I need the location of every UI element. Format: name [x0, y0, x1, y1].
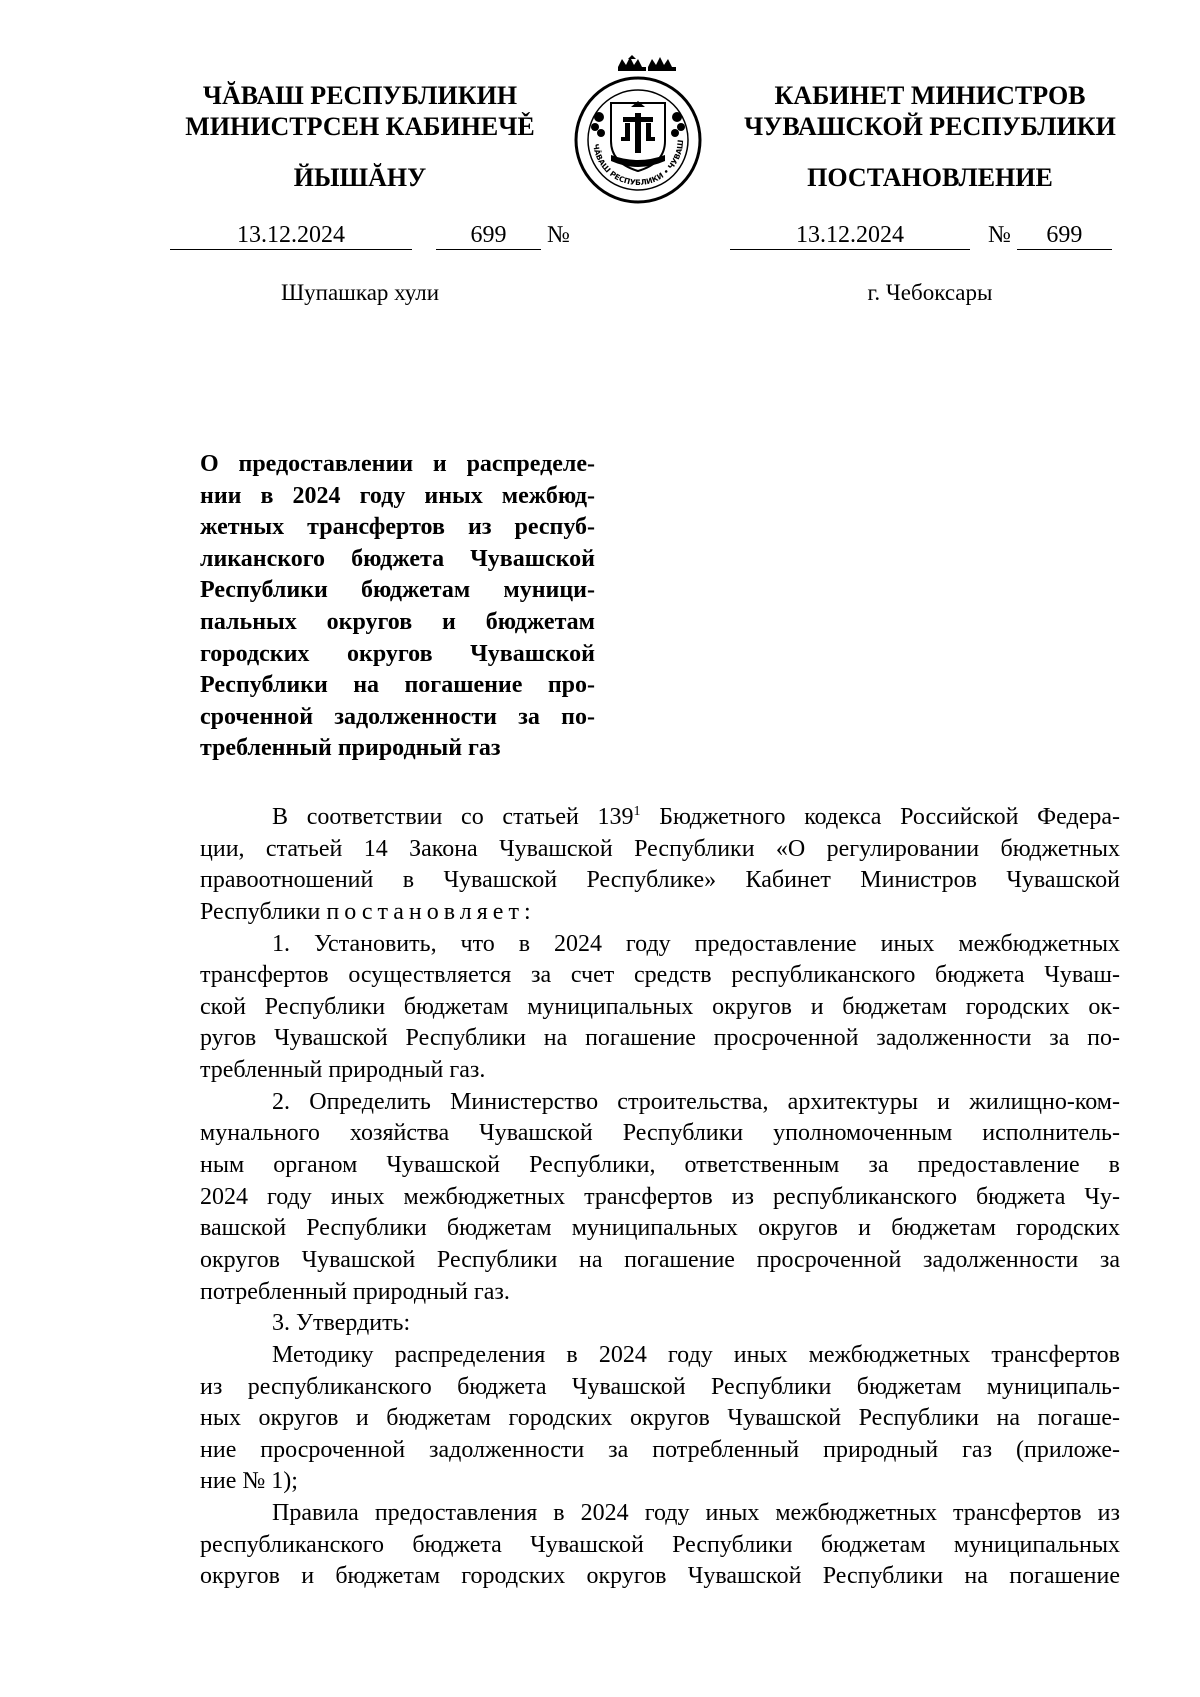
doctype-chuvash: ЙЫШĂНУ [293, 163, 427, 192]
paragraph-3-line: 3. Утвердить: [272, 1310, 411, 1337]
paragraph-1-line: трансфертов осуществляется за счет средств республиканского бюджета Чуваш- [200, 962, 1120, 989]
city-chuvash: Шупашкар хули [280, 280, 440, 305]
preamble-line: ции, статьей 14 Закона Чувашской Республики «О регулировании бюджетных [200, 835, 1120, 862]
number-left: 699 [436, 222, 541, 250]
paragraph-2-line: 2024 году иных межбюджетных трансфертов из республиканского бюджета Чу- [200, 1183, 1120, 1210]
paragraph-2-line: округов Чувашской Республики на погашение просроченной задолженности за [200, 1246, 1120, 1273]
header-right-line2: ЧУВАШСКОЙ РЕСПУБЛИКИ [744, 112, 1116, 141]
paragraph-4-line: ных округов и бюджетам городских округов Чувашской Республики на погаше- [200, 1405, 1120, 1432]
date-number-line-right [730, 222, 1112, 252]
preamble-line [200, 897, 1120, 929]
paragraph-4-line: Методику распределения в 2024 году иных межбюджетных трансфертов [272, 1341, 1120, 1368]
title-line: пальных округов и бюджетам [200, 608, 595, 635]
paragraph-4-line: ние просроченной задолженности за потребленный природный газ (приложе- [200, 1436, 1120, 1463]
document-title [200, 449, 595, 765]
paragraph-1-line: требленный природный газ. [200, 1057, 486, 1084]
paragraph-2-line: вашской Республики бюджетам муниципальных округов и бюджетам городских [200, 1215, 1120, 1242]
document-body [200, 802, 1120, 1593]
title-line: Республики на погашение про- [200, 672, 595, 699]
chuvashia-coat-of-arms-icon [571, 55, 705, 205]
preamble-line [200, 802, 1120, 834]
article-superscript: 1 [633, 804, 641, 819]
preamble-text: : [523, 898, 531, 925]
date-number-line-left [170, 222, 570, 252]
header-right-line1: КАБИНЕТ МИНИСТРОВ [774, 81, 1086, 110]
title-line: требленный природный газ [200, 735, 501, 762]
cabinet-header-russian [710, 80, 1150, 142]
paragraph-1-line: ской Республики бюджетам муниципальных округов и бюджетам городских ок- [200, 993, 1120, 1020]
paragraph-5-line: Правила предоставления в 2024 году иных межбюджетных трансфертов из [272, 1500, 1120, 1527]
paragraph-1-line: ругов Чувашской Республики на погашение просроченной задолженности за по- [200, 1025, 1120, 1052]
city-russian: г. Чебоксары [867, 280, 993, 305]
title-line: ликанского бюджета Чувашской [200, 545, 595, 572]
preamble-text: В соответствии со статьей 139 [272, 804, 634, 830]
title-line: сроченной задолженности за по- [200, 703, 595, 730]
title-line: городских округов Чувашской [200, 640, 595, 667]
title-line: жетных трансфертов из респуб- [200, 514, 595, 541]
date-right: 13.12.2024 [730, 222, 970, 250]
paragraph-5-line: республиканского бюджета Чувашской Республики бюджетам муниципальных [200, 1531, 1120, 1558]
number-sign-right: № [988, 222, 1011, 248]
date-left: 13.12.2024 [170, 222, 412, 250]
emblem-ring-text: ЧĂВАШ РЕСПУБЛИКИ • ЧУВАШ [591, 139, 686, 188]
preamble-text: Бюджетного кодекса Российской Федера- [640, 804, 1120, 830]
header-left-line1: ЧĂВАШ РЕСПУБЛИКИН [202, 81, 518, 110]
paragraph-2-line: ным органом Чувашской Республики, ответственным за предоставление в [200, 1152, 1120, 1179]
resolves-word: постановляет [326, 898, 524, 925]
ministry-cabinet-header-chuvash [150, 80, 570, 142]
title-line: О предоставлении и распределе- [200, 451, 595, 477]
number-sign-left: № [547, 222, 570, 248]
paragraph-1-line: 1. Установить, что в 2024 году предоставление иных межбюджетных [272, 930, 1120, 957]
number-right: 699 [1017, 222, 1112, 250]
header-left-line2: МИНИСТРСЕН КАБИНЕЧĚ [185, 112, 535, 141]
paragraph-2-line: 2. Определить Министерство строительства, архитектуры и жилищно-ком- [272, 1088, 1120, 1115]
paragraph-2-line: мунального хозяйства Чувашской Республики уполномоченным исполнитель- [200, 1120, 1120, 1147]
preamble-text: Республики [200, 898, 327, 925]
paragraph-2-line: потребленный природный газ. [200, 1278, 510, 1305]
paragraph-4-line: из республиканского бюджета Чувашской Республики бюджетам муниципаль- [200, 1373, 1120, 1400]
paragraph-4-line: ние № 1); [200, 1468, 298, 1495]
doctype-russian: ПОСТАНОВЛЕНИЕ [807, 163, 1053, 192]
title-line: Республики бюджетам муници- [200, 577, 595, 604]
title-line: нии в 2024 году иных межбюд- [200, 482, 595, 509]
paragraph-5-line: округов и бюджетам городских округов Чувашской Республики на погашение [200, 1563, 1120, 1590]
preamble-line: правоотношений в Чувашской Республике» Кабинет Министров Чувашской [200, 867, 1120, 894]
